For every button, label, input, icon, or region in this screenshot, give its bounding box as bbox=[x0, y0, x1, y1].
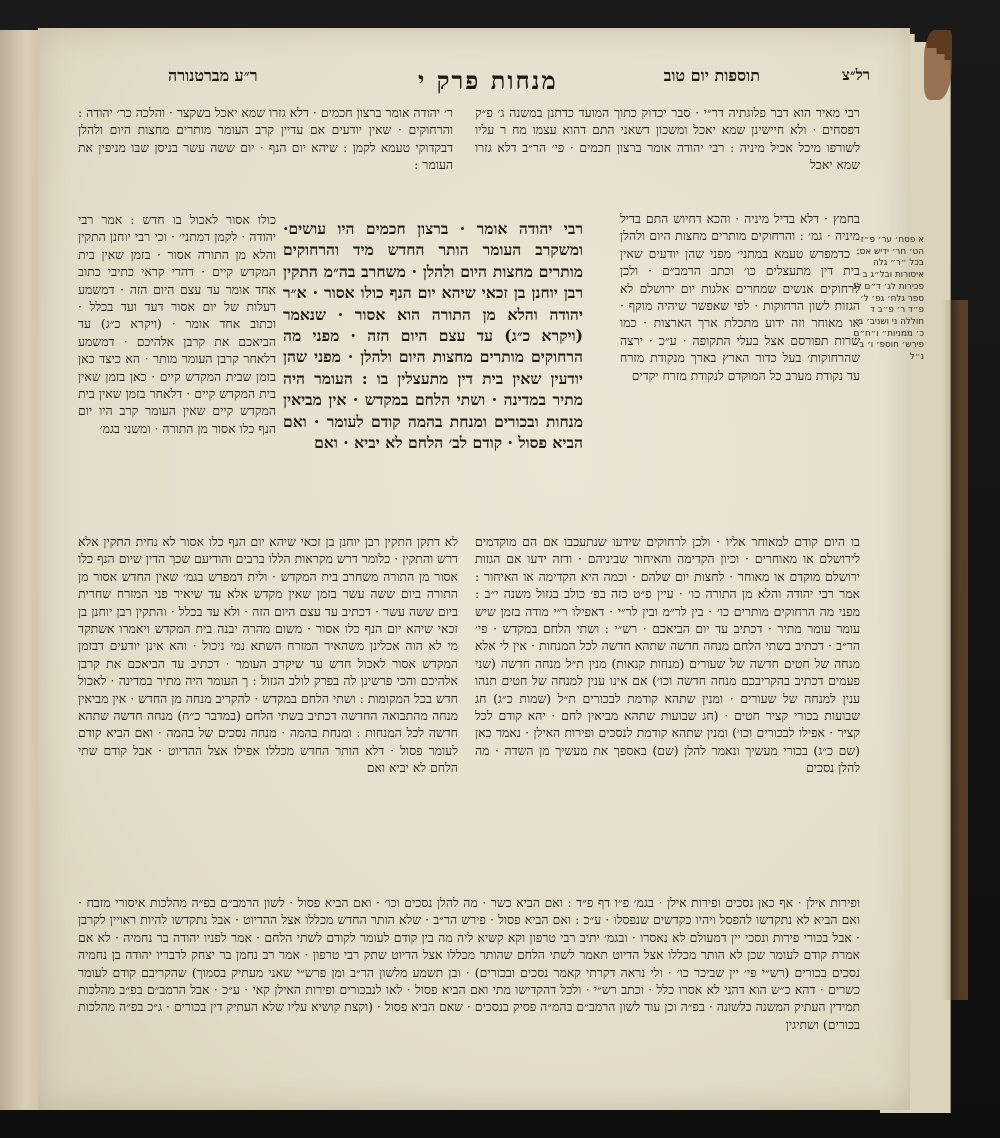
tosafot-lower-text: בו היום קודם למאוחר אליו · ולכן לרחוקים שידעו שנתעכבו אם הם מוקדמים לירושלם או מאוחרים · וכיון הקדימה והאיחור שביניהם · ודזה ידעו אם הגזות ירושלם מוקדם או מאוחר · לחצות יום שלהם · וכמה היא הקדימה או האיחור : אמר רבי יהודה והלא מן התורה כו׳ · עיין פ״ט כזה בפ׳ כולב בגזול משנה י״ב : מפני מה הרחוקים מותרים כו׳ · בין לר״מ ובין לר״י · דאפילו ר״י מודה בזמן שיש עומר עומר מתיר · דכתיב עד יום הביאכם · רש״י : ושתי הלחם במקדש · פי׳ הר״ב · דכתיב בשתי הלחם מנחה חדשה שתהא חדשה לכל המנחות · אין לי אלא מנחה של חטים חדשה של שעורים (מנחות קנאות) מנין ת״ל מנחה חדשה (שני פעמים דכתיב בהקריבכם מנחה חדשה וכו׳) אם אינו ענין למנחה של חטים תנהו ענין למנחה של שעורים · ומנין שתהא קודמת לבכורים ת״ל (שמות כ״ג) חג שבועות בכורי קציר חטים · (חג שבועות שתהא מביאין לחם · יהא קודם לכל קציר · אפילו לבכורים וכו׳) ומנין שתהא קודמת לנסכים ופירות האילן · נאמר כאן (שם כ״ג) בכורי מעשיך ונאמר להלן (שם) באספך את מעשיך מן השדה · מה להלן נסכים bbox=[475, 534, 860, 776]
bartenura-lower-block bbox=[78, 533, 458, 777]
tosafot-lower-block bbox=[475, 533, 860, 777]
running-header bbox=[78, 66, 870, 102]
tosafot-column bbox=[620, 210, 860, 384]
bartenura-column-text: כולו אסור לאכול בו חדש : אמר רבי יהודה · לקמן דמתני׳ · וכי רבי יוחנן התקין והלא מן התורה אסור · בזמן שאין בית המקדש קיים · דהרי קראי כתיבי כתוב אחד אומר עד עצם היום הזה · דמשמע דעלות של יום אסור דעד ועד בכלל · וכתוב אחד אומר · (ויקרא כ״ג) עד הביאכם את קרבן אלהיכם · דמשמע דלאחר קרבן העומר מותר · הא כיצד כאן בזמן שבית המקדש קיים · כאן בזמן שאין בית המקדש קיים · דלאחר בזמן שאין בית המקדש קיים שאין העומר קרב היו יום הנף כלו אסור מן התורה · ומשני בגמ׳ bbox=[78, 212, 276, 436]
mishnah-block bbox=[283, 218, 583, 453]
page-tear bbox=[924, 30, 952, 100]
header-tractate-title: מנחות פרק י bbox=[418, 66, 558, 95]
bartenura-lower-text: לא דתקן התקין רבן יוחנן בן זכאי שיהא יום הנף כלו אסור לא נחית התקין אלא דרש והתקין · כלומר דרש מקראות הללו ברבים והודיעם שכך הדין שיום הנף כלו אסור מן התורה משחרב בית המקדש · ולית דמפרש בגמ׳ שאין החדש אסור מן התורה ביום ששה עשר בזמן שאין מקדש אלא עד שיאיר פני המזרח שחרית ביום ששה עשר · דכתיב עד עצם היום הזה · ולא עד בכלל · והתקין רבן יוחנן בן זכאי שיהא יום הנף כלו אסור · משום מהרה יבנה בית המקדש ויאמרו אשתקד מי לא הוה אכלינן משהאיר המזרח השתא נמי ניכול · והא אינן יודעים דבזמן המקדש אסור לאכול חדש עד שיקרב העומר · דכתיב עד הביאכם את קרבן אלהיכם והכי פרשינן לה בפרק לולב הגזול : ך העומר היה מתיר במדינה · לאכול חדש בכל המקומות : ושתי הלחם במקדש · להקריב מנחה מן החדש · אין מביאין מנחה מהתבואה החדשה דכתיב בשתי הלחם (במדבר כ״ח) מנחה חדשה שתהא חדשה לכל המנחות : ומנחת בהמה · מנחה נסכים של בהמה · ואם הביא קודם לעומר פסול · דלא הותר החדש מכללו אפילו אצל ההדיוט · אבל קודם שתי הלחם לא יביא ואם bbox=[78, 534, 458, 776]
header-tosafot-title: תוספות יום טוב bbox=[663, 66, 760, 85]
bartenura-top-block bbox=[78, 104, 453, 174]
header-bartenura-title: ר״ע מברטנורה bbox=[168, 66, 258, 85]
page-number: רל״צ bbox=[842, 66, 870, 84]
water-stain bbox=[942, 300, 968, 1000]
tosafot-top-block bbox=[475, 104, 860, 174]
mishnah-text: רבי יהודה אומר · ברצון חכמים היו עושים· ומשקרב העומר הותר החדש מיד והרחוקים מותרים מחצות היום ולהלן · משחרב בה״מ התקין רבן יוחנן בן זכאי שיהא יום הנף כולו אסור · א״ר יהודה והלא מן התורה הוא אסור · שנאמר (ויקרא כ״ג) עד עצם היום הזה · מפני מה הרחוקים מותרים מחצות היום ולהלן · מפני שהן יודעין שאין בית דין מתעצלין בו : העומר היה מתיר במדינה · ושתי הלחם במקדש · אין מביאין מנחות ובכורים ומנחת בהמה קודם לעומר · ואם הביא פסול · קודם לב׳ הלחם לא יביא · ואם bbox=[283, 219, 583, 453]
bottom-commentary-block bbox=[78, 894, 860, 1033]
book-page bbox=[38, 28, 924, 1110]
book-spine bbox=[0, 30, 43, 1110]
tosafot-top-text: רבי מאיר הוא דבר פלוגתיה דר״י · סבר יכדוק כתוך המועד כדתנן במשנה ג׳ פ״ק דפסחים · ולא חיישינן שמא יאכל ומשכון דשאני התם דהוא עצמו מח ר עליו לשורפו מיכל אכיל מיניה : רבי יהודה אומר ברצון חכמים · פי׳ הר״ב דלא גזרו שמא יאכל bbox=[475, 105, 860, 173]
margin-references: א פסח׳ ער׳ פ״ז הט׳ חר׳ ידיש אס׳ בכל ״ר״ גלה איסורות ובל״ג ב פכירות לג׳ ד״ם לג ספר גלח׳ גפ׳ ל׳ פ״ד ר׳ פ״ב ד חוללה ני ושניב׳ ב׳ כ׳ ממניות״ ו״ח״ם פירש׳ חוספ׳ ו׳ ב׳ נ״ל bbox=[853, 235, 924, 363]
tosafot-column-text: בחמץ · דלא בדיל מיניה · והכא דחיוש התם בדיל מיניה · גמ׳ : והרחוקים מותרים מחצות היום ולהלן · כדמפרש טעמא במתני׳ מפני שהן יודעים שאין בית דין מתעצלים כו׳ וכתב הרמב״ם · ולכן לרחוקים אנשים שמחרים אלגות יום ירושלם לא הגזות לשון הרחוקות · לפי שאפשר שיהיה מוקף · או מאוחר וזה ידוע מתכלת ארך הארצות · כמו שרות תפורסם אצל בעלי התקופה · ע״כ · ירצה שהרחוקות׳ בעל כדור הארץ בארך מנקודת מזרח עד נקודת מערב כל המוקדם לנקודת מזרח יקדים bbox=[620, 211, 860, 383]
bottom-commentary-text: ופירות אילן · אף כאן נסכים ופירות אילן · בגמ׳ פ״ו דף פ״ד : ואם הביא כשר · מה להלן נסכים וכו׳ · ואם הביא פסול · לשון הרמב״ם בפ״ה מהלכות איסורי מזבח · ואם הביא לא נתקדשו להפסל ויהיו כקדשים שנפסלו · ע״כ : ואם הביא פסול · פירש הר״ב · שלא הותר החדש מכללו אצל ההדיוט · אבל נתקדשו להיות ראויין לקרבן · אבל בכורי פירות ונסכי יין דמעולם לא נאסרו · ובגמ׳ יתיב רבי טרפון וקא קשיא ליה מה בין קודם לעומר לקודם לשתי הלחם · אמר לפניו יהודה בר נחמיה · לא אם אמרת קודם לעומר שכן לא הותר מכללו אצל הדיוט תאמר לשתי הלחם שהותר מכללו אצל הדיוט שתק רבי טרפון · אמר רב נחמן בר יצחק לדבריו יהודה בן נחמיה נסכים בכורים (רש״י פי׳ יין שביכר כו׳ · ולי נראה דקרתי קאמר נסכים ובכורים) · ובן תשמע מלשון הר״ב ומן פרש״י שאני מעתיק בסמוך) שהקריבם קודם לעומר כשרים · דהא כ״ש הוא דהני לא אסרו כלל · וכתב רש״י · ולכל דהקדישו מתי ואם הביא פסול · לאו לנבכורים ופירות האילן קאי · ע״כ · אבל הרמב״ם בפ״ב מהלכות תמידין העתיק המשנה כלשונה · בפ״ה וכן עוד לשון הרמב״ם בהמ״ה פסיק בנסכים · שאם הביא פסול · (וקצת קושיא עליו שלא העתיק דין בכורים · ג״כ בפ״ה מהלכות בכורים) ושתיגין bbox=[78, 895, 860, 1032]
bartenura-column bbox=[78, 211, 276, 437]
bartenura-top-text: ר׳ יהודה אומר ברצון חכמים · דלא גזרו שמא יאכל בשקצר · והלכה כר׳ יהודה : והרחוקים · שאין יודעים אם עדיין קרב העומר מותרים מחצות היום ולהלן דבקדוקי טעמא לקמן : שיהא יום הנף · יום ששה עשר בניסן שבו מניפין את העומר : bbox=[78, 105, 453, 173]
